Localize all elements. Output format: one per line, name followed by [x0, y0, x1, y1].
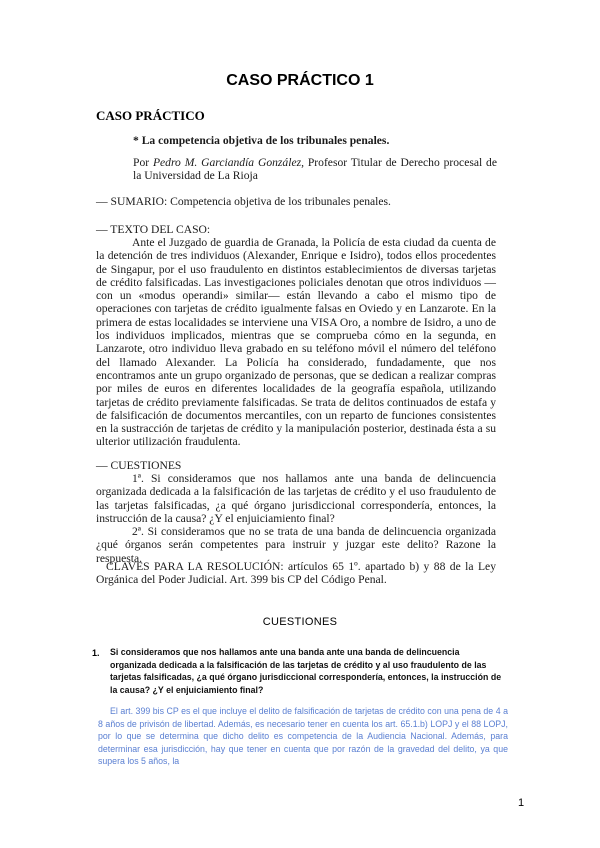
author-prefix: Por — [133, 156, 153, 169]
author-name: Pedro M. Garciandía González, — [152, 156, 304, 169]
sumario-line: — SUMARIO: Competencia objetiva de los tribunales penales. — [96, 195, 391, 208]
page-number: 1 — [518, 797, 525, 809]
question-text: Si consideramos que nos hallamos ante una banda ante una banda de delincuencia organizada dedicada a la falsificación de las tarjetas de crédito y al uso fraudulento de las tarjetas falsificadas, ¿a qué órgano jurisdiccional correspondería, entonces, la instrucción de la causa? ¿Y el enjuiciamiento final? — [110, 647, 502, 695]
answer-text: El art. 399 bis CP es el que incluye el delito de falsificación de tarjetas de crédito con una pena de 4 a 8 años de privisón de libertad. Además, es necesario tener en cuenta los art. 65.1.b) LOPJ y el 88 LOPJ, por lo que se determina que dicho delito es competencia de la Audiencia Nacional. Además, para determinar esa jurisdicción, hay que tener en cuenta que por razón de la gravedad del delito, ya que supera los 5 años, la — [98, 706, 508, 767]
case-text — [96, 236, 496, 449]
texto-heading: — TEXTO DEL CASO: — [96, 223, 211, 236]
author-line — [133, 156, 497, 183]
topic-bullet: * La competencia objetiva de los tribunales penales. — [133, 134, 390, 147]
cuestion-2: 2ª. Si consideramos que no se trata de una banda de delincuencia organizada ¿qué órganos serán competentes para instruir y juzgar este delito? Razone la respuesta. — [96, 525, 496, 565]
cuestiones-list — [96, 472, 496, 565]
document-title: CASO PRÁCTICO 1 — [226, 72, 374, 89]
question-number: 1. — [92, 648, 100, 658]
case-paragraph: Ante el Juzgado de guardia de Granada, la Policía de esta ciudad da cuenta de la detención de tres individuos (Alexander, Enrique e Isidro), todos ellos procedentes de Singapur, por el uso fraudulento en distintos establecimientos de diversas tarjetas de crédito falsificadas. Las investigaciones policiales denotan que otros individuos —con un «modus operandi» similar— están llevando a cabo el mismo tipo de operaciones con tarjetas de crédito igualmente falsas en Oviedo y en Lanzarote. En la primera de estas localidades se interviene una VISA Oro, a nombre de Isidro, a uno de los individuos implicados, mientras que se comprueba cómo en la segunda, en Lanzarote, otro individuo lleva grabado en su teléfono móvil el número del teléfono del llamado Alexander. La Policía ha considerado, fundadamente, que nos encontramos ante un grupo organizado de personas, que se dedican a realizar compras por miles de euros en diferentes localidades de la geografía española, utilizando tarjetas de crédito previamente falsificadas. Se trata de delitos continuados de estafa y de falsificación de documentos mercantiles, con un reparto de funciones consistentes en la sustracción de tarjetas de crédito y la manipulación posterior, destinada ésta a su ulterior utilización fraudulenta. — [96, 236, 496, 449]
author-affiliation: Profesor Titular de Derecho procesal de la Universidad de La Rioja — [133, 156, 497, 183]
cuestion-1: 1ª. Si consideramos que nos hallamos ante una banda de delincuencia organizada dedicada a la falsificación de las tarjetas de crédito y el uso fraudulento de las tarjetas falsificadas, ¿a qué órgano jurisdiccional correspondería, entonces, la instrucción de la causa? ¿Y el enjuiciamiento final? — [96, 472, 496, 525]
section-heading: CASO PRÁCTICO — [96, 108, 205, 123]
claves-resolucion: CLAVES PARA LA RESOLUCIÓN: artículos 65 1º. apartado b) y 88 de la Ley Orgánica del Poder Judicial. Art. 399 bis CP del Código Penal. — [96, 560, 496, 587]
cuestiones-heading: — CUESTIONES — [96, 459, 182, 472]
cuestiones-title: CUESTIONES — [262, 616, 338, 628]
